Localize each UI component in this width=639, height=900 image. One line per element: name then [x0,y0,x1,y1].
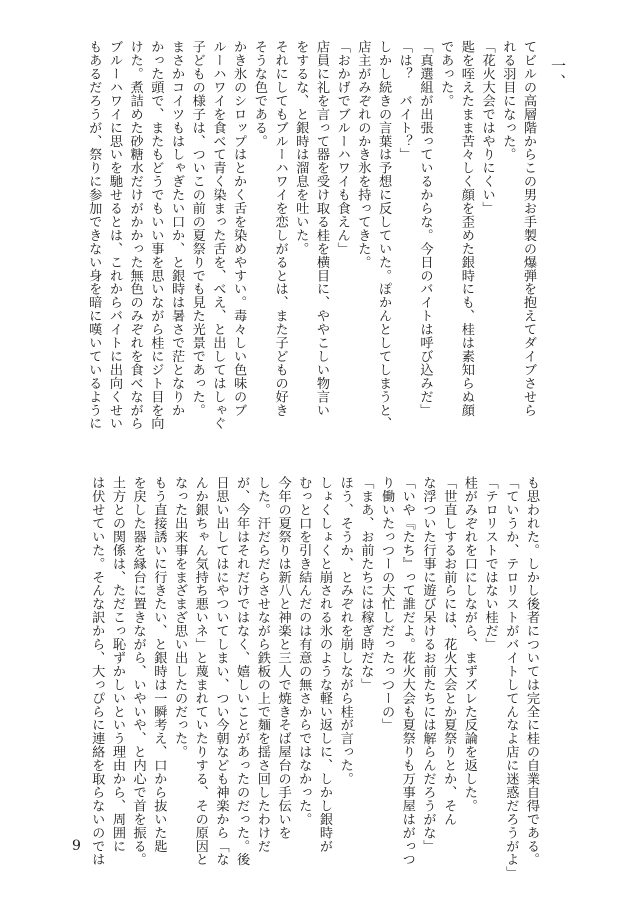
text-line: 店主がみぞれのかき氷を持ってきた。 [355,40,371,269]
text-line: しょくしょくと崩される氷のような軽い返しに、しかし銀時が [316,476,332,853]
text-line: が、今年はそれだけではなく、嬉しいことがあったのだった。後 [234,476,250,867]
bottom-text-block [79,476,541,880]
text-line: れる羽目になった。 [500,40,516,162]
text-line: そうな色である。 [251,40,267,148]
text-line: 店員に礼を言って器を受け取る桂を横目に、ややこしい物言い [313,40,329,417]
text-line: かき氷のシロップはとかく舌を染めやすい。毒々しい色味のブ [231,40,247,417]
text-line: をするな、と銀時は溜息を吐いた。 [293,40,309,256]
text-line: 「まあ、お前たちには稼ぎ時だな」 [358,476,374,692]
text-line: 土方との関係は、ただこっ恥ずかしいという理由から、周囲に [109,476,125,853]
text-line: かった頭で、またもどうでもいい事を思いながら桂にジト目を向 [148,40,164,431]
text-line: 「いや『たち』って誰だよ。花火大会も夏祭りも万事屋はがっつ [399,476,415,867]
text-line: 「おかげでブルーハワイも食えん」 [334,40,350,256]
text-line: 「テロリストではない桂だ」 [482,476,498,651]
text-line: もう直接誘いに行きたい、と銀時は一瞬考え、口から抜いた匙 [151,476,167,853]
text-line: 「ていうか、テロリストがバイトしてんなよ店に迷惑だろうがよ」 [503,476,519,880]
text-line: ブルーハワイに思いを馳せるとは、これからバイトに出向くせい [106,40,122,431]
text-line: ほう、そうか、とみぞれを崩しながら桂が言った。 [337,476,353,786]
text-line: てビルの高層階からこの男お手製の爆弾を抱えてダイブさせら [521,40,536,417]
text-line: むっと口を引き結んだのは有意の無さからではなかった。 [296,476,312,826]
text-line: んか銀ちゃん気持ち悪いネ」と蔑まれていたりする、その原因と [192,476,208,867]
text-line: した。汗だらだらさせながら鉄板の上で麺を揺さ回したわけだ [254,476,270,853]
text-line: ルーハワイを食べて青く染まった舌を、べえ、と出してはしゃぐ [210,40,226,431]
text-line: それにしてもブルーハワイを恋しがるとは、また子どもの好き [272,40,288,417]
text-line: 「真選組が出張っているからな。今日のバイトは呼び込みだ」 [417,40,433,417]
text-line: 日思い出してはにやついてしまい、つい今朝なども神楽から「な [213,476,229,867]
text-line: も思われた。しかし後者については完全に桂の自業自得である。 [524,476,539,867]
text-line: 「は？ バイト？」 [396,40,412,162]
text-line: 今年の夏祭りは新八と神楽と三人で焼きそば屋台の手伝いを [275,476,291,840]
text-line: 「世直しするお前らには、花火大会とか夏祭りとか、そん [441,476,457,826]
text-line: しかし続きの言葉は予想に反していた。ぽかんとしてしまうと、 [376,40,392,431]
page-number: 9 [72,838,81,854]
text-line: 「花火大会ではやりにくい」 [479,40,495,215]
text-line: なった出来事をまざまざ思い出したのだった。 [172,476,188,759]
text-line: は伏せていた。そんな訳から、大っぴらに連絡を取らないのでは [89,476,105,867]
text-line: まさかコイツもはしゃぎたい口か、と銀時は暑さで茫となりか [169,40,185,417]
text-line: もあるだろうが、祭りに参加できない身を暗に嘆いているように [86,40,102,431]
text-line: けた。煮詰めた砂糖水だけがかかった無色のみぞれを食べながら [127,40,143,431]
top-text-block [86,40,538,470]
text-line: 桂がみぞれを口にしながら、まずズレた反論を返した。 [461,476,477,813]
chapter-marker: 一、 [549,58,567,90]
text-line: であった。 [438,40,454,108]
text-line: を戻した器を縁台に置きながら、いやいや、と内心で首を振る。 [130,476,146,867]
text-line: 匙を咥えたまま苦々しく顔を歪めた銀時にも、桂は素知らぬ顔 [458,40,474,417]
text-line: り働いたっつーの大忙しだったっつーの」 [379,476,395,732]
text-line: 子どもの様子は、ついこの前の夏祭りでも見た光景であった。 [189,40,205,417]
text-line: な浮ついた行事に遊び呆けるお前たちには解らんだろうがな」 [420,476,436,853]
